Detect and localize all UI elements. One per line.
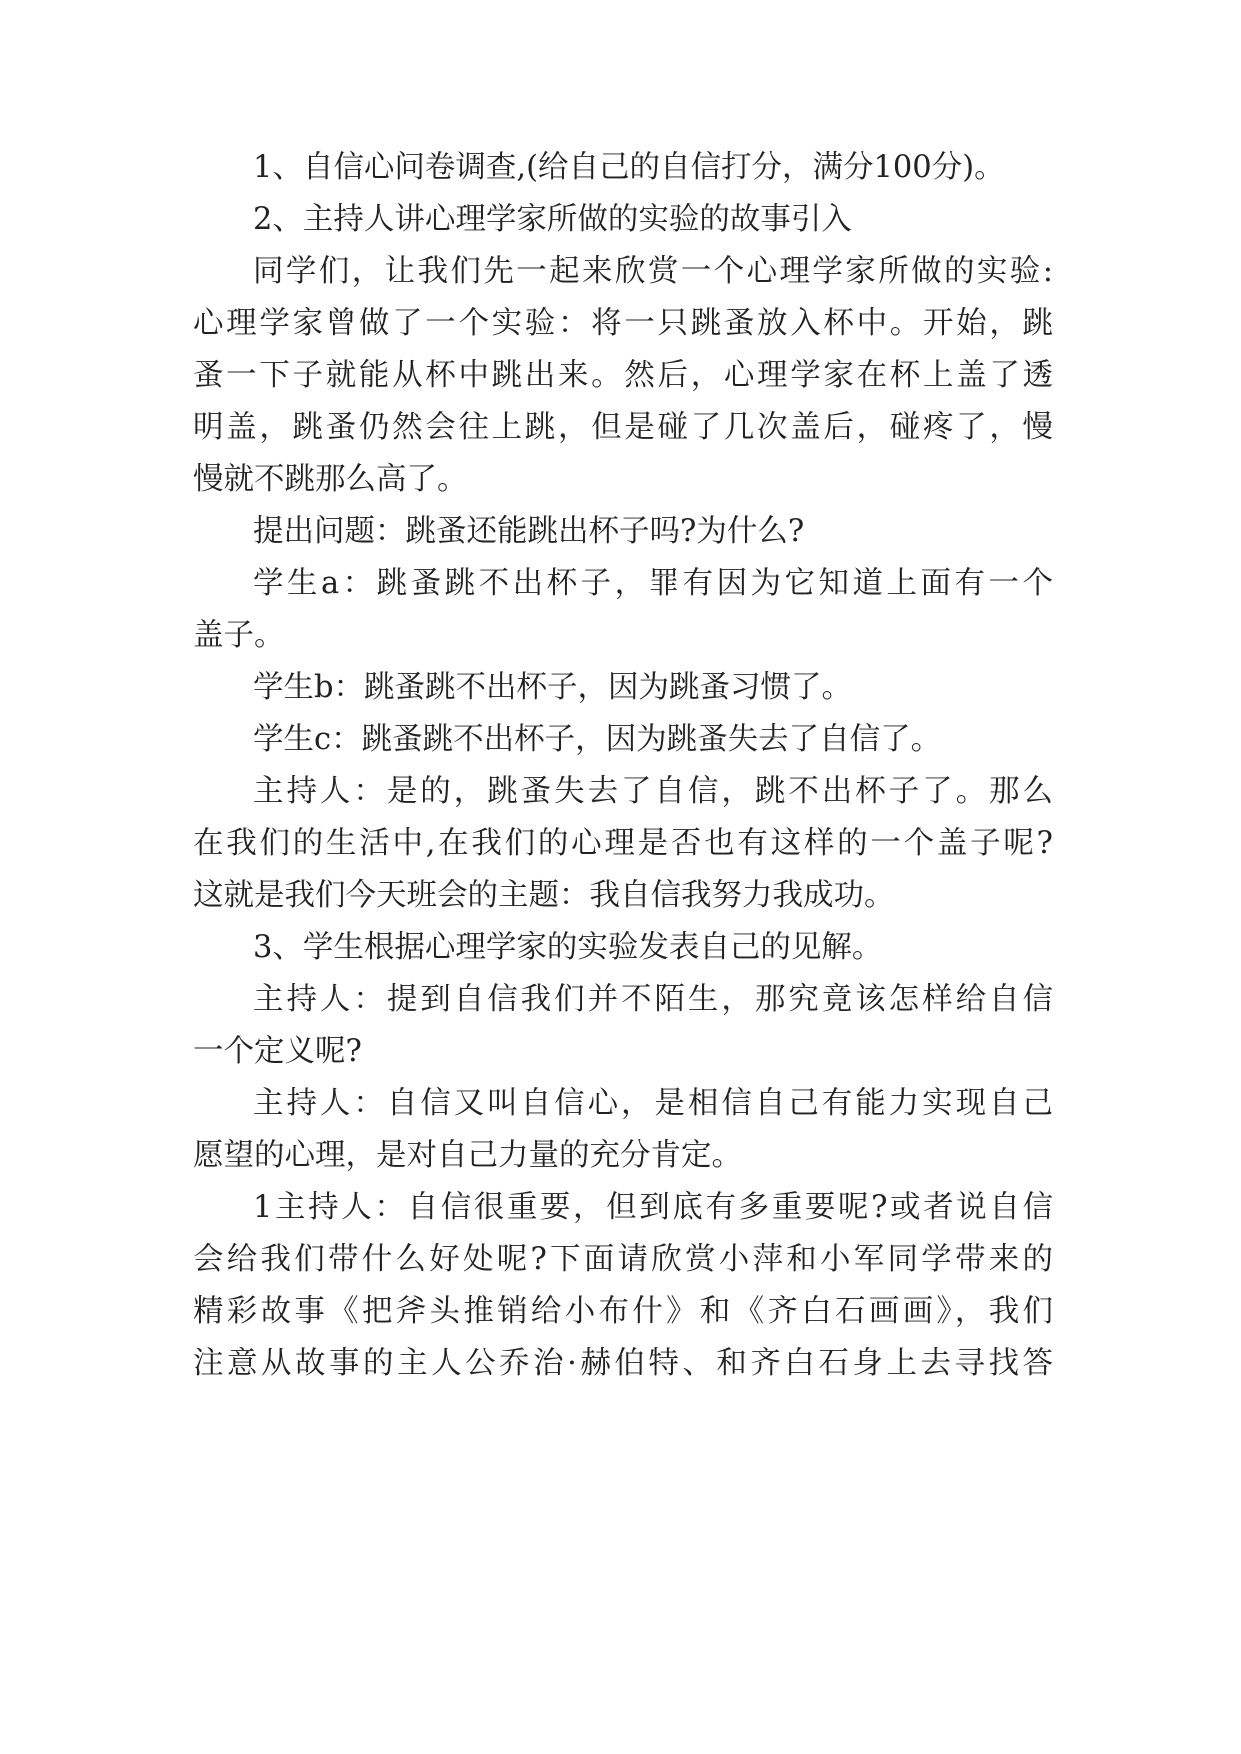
text-line: 愿望的心理，是对自己力量的充分肯定。 xyxy=(193,1138,742,1173)
text-line: 盖子。 xyxy=(193,618,285,653)
text-line: 主持人：提到自信我们并不陌生，那究竟该怎样给自信 xyxy=(253,982,1053,1017)
text-line: 同学们，让我们先一起来欣赏一个心理学家所做的实验: xyxy=(253,254,1053,289)
text-line: 学生a：跳蚤跳不出杯子，罪有因为它知道上面有一个 xyxy=(253,566,1053,601)
text-line: 蚤一下子就能从杯中跳出来。然后，心理学家在杯上盖了透 xyxy=(193,358,1053,393)
text-line: 3、学生根据心理学家的实验发表自己的见解。 xyxy=(253,930,883,965)
text-line: 在我们的生活中,在我们的心理是否也有这样的一个盖子呢? xyxy=(193,826,1053,861)
text-line: 主持人：自信又叫自信心，是相信自己有能力实现自己 xyxy=(253,1086,1053,1121)
text-line: 提出问题：跳蚤还能跳出杯子吗?为什么? xyxy=(253,514,805,549)
text-line: 精彩故事《把斧头推销给小布什》和《齐白石画画》，我们 xyxy=(193,1294,1053,1329)
text-line: 这就是我们今天班会的主题：我自信我努力我成功。 xyxy=(193,878,895,913)
text-line: 学生b：跳蚤跳不出杯子，因为跳蚤习惯了。 xyxy=(253,670,853,705)
text-line: 慢就不跳那么高了。 xyxy=(193,462,468,497)
text-line: 学生c：跳蚤跳不出杯子，因为跳蚤失去了自信了。 xyxy=(253,722,942,757)
text-line: 注意从故事的主人公乔治·赫伯特、和齐白石身上去寻找答 xyxy=(193,1346,1053,1381)
text-line: 1主持人：自信很重要，但到底有多重要呢?或者说自信 xyxy=(253,1190,1053,1225)
text-line: 会给我们带什么好处呢?下面请欣赏小萍和小军同学带来的 xyxy=(193,1242,1053,1277)
text-line: 2、主持人讲心理学家所做的实验的故事引入 xyxy=(253,202,852,237)
text-line: 1、自信心问卷调查,(给自己的自信打分，满分100分)。 xyxy=(253,150,1005,185)
text-line: 一个定义呢? xyxy=(193,1034,362,1069)
text-line: 主持人：是的，跳蚤失去了自信，跳不出杯子了。那么 xyxy=(253,774,1053,809)
text-line: 心理学家曾做了一个实验：将一只跳蚤放入杯中。开始，跳 xyxy=(193,306,1053,341)
text-line: 明盖，跳蚤仍然会往上跳，但是碰了几次盖后，碰疼了，慢 xyxy=(193,410,1053,445)
